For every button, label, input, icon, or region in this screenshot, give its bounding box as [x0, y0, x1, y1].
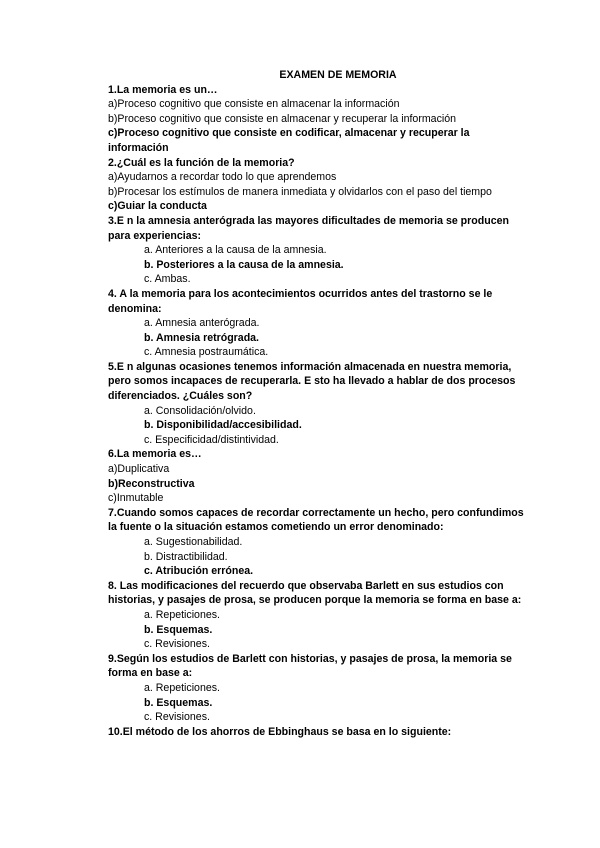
question-2-option-a: a)Ayudarnos a recordar todo lo que aprendemos	[108, 171, 337, 184]
exam-document	[108, 68, 528, 739]
question-9-option-c: c. Revisiones.	[144, 711, 210, 724]
question-9-option-b-answer: b. Esquemas.	[144, 696, 213, 709]
question-8-option-b-answer: b. Esquemas.	[144, 623, 213, 636]
question-6-option-c: c)Inmutable	[108, 492, 164, 505]
question-2-option-c-answer: c)Guiar la conducta	[108, 200, 207, 213]
question-5-option-c: c. Especificidad/distintividad.	[144, 433, 279, 446]
question-3-option-b-answer: b. Posteriores a la causa de la amnesia.	[144, 258, 344, 271]
question-5-option-a: a. Consolidación/olvido.	[144, 404, 256, 417]
question-6-option-b-answer: b)Reconstructiva	[108, 477, 195, 490]
question-10: 10.El método de los ahorros de Ebbinghaus se basa en lo siguiente:	[108, 725, 452, 738]
question-1-option-c-answer: c)Proceso cognitivo que consiste en codificar, almacenar y recuperar la información	[108, 127, 470, 154]
question-8: 8. Las modificaciones del recuerdo que observaba Barlett en sus estudios con historias, y pasajes de prosa, se producen porque la memoria se forma en base a:	[108, 579, 522, 607]
question-3-option-a: a. Anteriores a la causa de la amnesia.	[144, 244, 327, 257]
question-7-option-a: a. Sugestionabilidad.	[144, 536, 243, 548]
question-9: 9.Según los estudios de Barlett con historias, y pasajes de prosa, la memoria se forma en base a:	[108, 652, 512, 680]
question-6: 6.La memoria es…	[108, 448, 202, 461]
question-4: 4. A la memoria para los acontecimientos ocurridos antes del trastorno se le denomina:	[108, 287, 493, 315]
question-4-option-a: a. Amnesia anterógrada.	[144, 317, 260, 330]
question-1-option-b: b)Proceso cognitivo que consiste en almacenar y recuperar la información	[108, 112, 457, 125]
question-9-option-a: a. Repeticiones.	[144, 681, 220, 694]
question-8-option-a: a. Repeticiones.	[144, 608, 220, 621]
question-7: 7.Cuando somos capaces de recordar correctamente un hecho, pero confundimos la fuente o la situación estamos cometiendo un error denominado:	[108, 506, 524, 534]
question-1-option-a: a)Proceso cognitivo que consiste en almacenar la información	[108, 98, 400, 111]
question-3: 3.E n la amnesia anterógrada las mayores dificultades de memoria se producen para experiencias:	[108, 214, 509, 242]
question-7-option-c-answer: c. Atribución errónea.	[144, 565, 254, 578]
question-3-option-c: c. Ambas.	[144, 273, 191, 286]
question-1: 1.La memoria es un…	[108, 83, 218, 96]
question-6-option-a: a)Duplicativa	[108, 463, 170, 476]
question-4-option-c: c. Amnesia postraumática.	[144, 346, 269, 359]
question-5-option-b-answer: b. Disponibilidad/accesibilidad.	[144, 419, 302, 432]
page-title: EXAMEN DE MEMORIA	[279, 69, 397, 81]
question-4-option-b-answer: b. Amnesia retrógrada.	[144, 331, 259, 344]
question-7-option-b: b. Distractibilidad.	[144, 550, 228, 563]
question-5: 5.E n algunas ocasiones tenemos información almacenada en nuestra memoria, pero somos incapaces de recuperarla. E sto ha llevado a hablar de dos procesos diferenciados. ¿Cuáles son?	[108, 360, 516, 403]
question-2-option-b: b)Procesar los estímulos de manera inmediata y olvidarlos con el paso del tiempo	[108, 185, 492, 198]
question-8-option-c: c. Revisiones.	[144, 638, 210, 651]
question-2: 2.¿Cuál es la función de la memoria?	[108, 156, 295, 169]
